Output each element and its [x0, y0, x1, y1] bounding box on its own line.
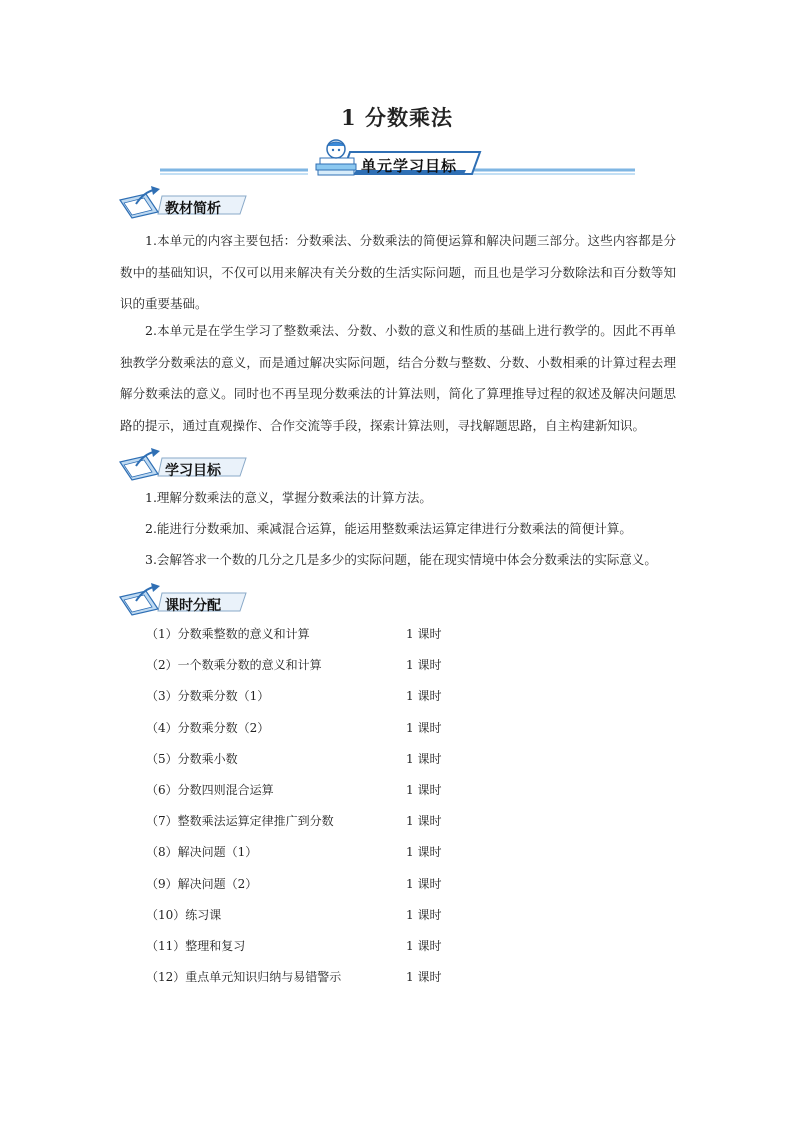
- schedule-row: [146, 875, 466, 906]
- page-title: 1 分数乘法: [341, 105, 453, 130]
- lesson-name: （4）分数乘分数（2）: [146, 720, 270, 735]
- schedule-row: [146, 719, 466, 750]
- schedule-row: [146, 750, 466, 781]
- schedule-table: [146, 625, 466, 999]
- analysis-paragraph-2: 2.本单元是在学生学习了整数乘法、分数、小数的意义和性质的基础上进行教学的。因此不再单独教学分数乘法的意义，而是通过解决实际问题，结合分数与整数、分数、小数相乘的计算过程去理解分数乘法的意义。同时也不再呈现分数乘法的计算法则，简化了算理推导过程的叙述及解决问题思路的提示，通过直观操作、合作交流等手段，探索计算法则，寻找解题思路，自主构建新知识。: [120, 323, 676, 433]
- goal-item-2: 2.能进行分数乘加、乘减混合运算，能运用整数乘法运算定律进行分数乘法的简便计算。: [145, 521, 632, 536]
- lesson-hours: 1 课时: [406, 845, 442, 860]
- lesson-hours: 1 课时: [406, 938, 442, 953]
- goal-item-3: 3.会解答求一个数的几分之几是多少的实际问题，能在现实情境中体会分数乘法的实际意义。: [145, 552, 657, 567]
- schedule-row: [146, 968, 466, 999]
- lesson-name: （12）重点单元知识归纳与易错警示: [146, 970, 342, 985]
- schedule-row: [146, 625, 466, 656]
- lesson-hours: 1 课时: [406, 970, 442, 985]
- lesson-name: （7）整数乘法运算定律推广到分数: [146, 814, 334, 829]
- lesson-name: （11）整理和复习: [146, 938, 246, 953]
- banner-label: 单元学习目标: [361, 157, 458, 175]
- lesson-name: （9）解决问题（2）: [146, 876, 258, 891]
- lesson-hours: 1 课时: [406, 689, 442, 704]
- schedule-row: [146, 781, 466, 812]
- schedule-row: [146, 906, 466, 937]
- lesson-hours: 1 课时: [406, 720, 442, 735]
- section-heading-schedule: [118, 583, 248, 619]
- section-title: 学习目标: [165, 463, 221, 479]
- analysis-paragraph-1: 1.本单元的内容主要包括：分数乘法、分数乘法的简便运算和解决问题三部分。这些内容都是分数中的基础知识，不仅可以用来解决有关分数的生活实际问题，而且也是学习分数除法和百分数等知识的重要基础。: [120, 233, 676, 311]
- section-title: 教材简析: [165, 201, 221, 217]
- lesson-hours: 1 课时: [406, 751, 442, 766]
- lesson-hours: 1 课时: [406, 876, 442, 891]
- lesson-name: （3）分数乘分数（1）: [146, 689, 270, 704]
- goal-item-1: 1.理解分数乘法的意义，掌握分数乘法的计算方法。: [145, 490, 432, 505]
- lesson-hours: 1 课时: [406, 782, 442, 797]
- schedule-row: [146, 843, 466, 874]
- books-mascot-icon: [312, 138, 360, 176]
- schedule-row: [146, 937, 466, 968]
- section-heading-analysis: [118, 186, 248, 222]
- lesson-hours: 1 课时: [406, 658, 442, 673]
- lesson-name: （1）分数乘整数的意义和计算: [146, 627, 310, 641]
- lesson-name: （5）分数乘小数: [146, 751, 238, 766]
- section-heading-goals: [118, 448, 248, 484]
- lesson-hours: 1 课时: [406, 814, 442, 829]
- section-title: 课时分配: [165, 598, 221, 614]
- lesson-hours: 1 课时: [406, 907, 442, 922]
- lesson-name: （6）分数四则混合运算: [146, 782, 274, 797]
- unit-goals-banner: [160, 140, 635, 176]
- lesson-name: （2）一个数乘分数的意义和计算: [146, 658, 322, 673]
- lesson-name: （8）解决问题（1）: [146, 845, 258, 860]
- schedule-row: [146, 687, 466, 718]
- lesson-hours: 1 课时: [406, 627, 442, 641]
- schedule-row: [146, 812, 466, 843]
- schedule-row: [146, 656, 466, 687]
- lesson-name: （10）练习课: [146, 907, 222, 922]
